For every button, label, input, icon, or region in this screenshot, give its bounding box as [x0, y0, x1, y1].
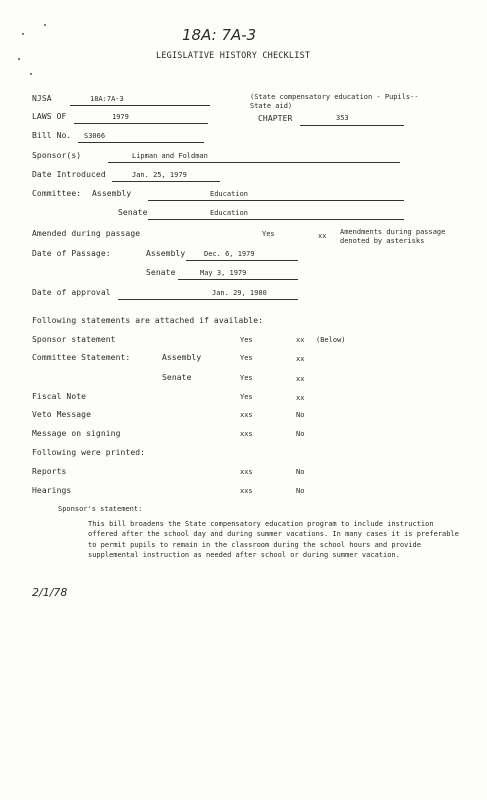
committee-senate-label: Senate [118, 208, 148, 217]
statement-no: xx [296, 375, 305, 383]
statement-no: xx [296, 355, 305, 363]
date-introduced-value: Jan. 25, 1979 [132, 171, 187, 179]
statement-yes: Yes [240, 354, 253, 362]
laws-of-underline [74, 123, 208, 124]
committee-assembly-underline [148, 200, 404, 201]
scan-speck [18, 58, 20, 60]
date-of-approval-value: Jan. 29, 1980 [212, 289, 267, 297]
statement-label: Fiscal Note [32, 392, 87, 401]
printed-heading: Following were printed: [32, 448, 146, 457]
njsa-description: (State compensatory education - Pupils-- State aid) [250, 93, 419, 110]
chapter-label: CHAPTER [258, 114, 293, 123]
amended-mark: xx [318, 232, 327, 240]
sponsor-statement-text: This bill broadens the State compensatory education program to include instruction offered after the school day and during summer vacations. In many cases it is preferable to permit pupils to remain in the classroom during the school hours and provide supplemental instruction as needed after school or during summer vacation. [88, 520, 459, 560]
date-introduced-underline [112, 181, 220, 182]
date-introduced-label: Date Introduced [32, 170, 106, 179]
printed-no: No [296, 468, 305, 476]
statement-no: No [296, 430, 305, 438]
date-of-passage-label: Date of Passage: [32, 249, 111, 258]
printed-label: Hearings [32, 486, 72, 495]
chapter-value: 353 [336, 114, 349, 122]
statement-label: Veto Message [32, 410, 91, 419]
bill-no-label: Bill No. [32, 131, 72, 140]
statement-yes: Yes [240, 336, 253, 344]
committee-assembly-label: Assembly [92, 189, 132, 198]
committee-senate-value: Education [210, 209, 248, 217]
statements-heading: Following statements are attached if available: [32, 316, 264, 325]
chapter-underline [300, 125, 404, 126]
committee-assembly-value: Education [210, 190, 248, 198]
passage-assembly-underline [186, 260, 298, 261]
bill-no-value: S3066 [84, 132, 106, 140]
statement-yes: xxs [240, 430, 253, 438]
printed-label: Reports [32, 467, 67, 476]
scan-speck [22, 33, 24, 35]
scan-speck [30, 73, 32, 75]
printed-yes: xxs [240, 468, 253, 476]
committee-label: Committee: [32, 189, 82, 198]
committee-senate-underline [148, 219, 404, 220]
passage-senate-value: May 3, 1979 [200, 269, 247, 277]
statement-yes: Yes [240, 374, 253, 382]
amended-label: Amended during passage [32, 229, 141, 238]
njsa-underline [70, 105, 210, 106]
statement-label: Message on signing [32, 429, 121, 438]
laws-of-label: LAWS OF [32, 112, 67, 121]
laws-of-value: 1979 [112, 113, 129, 121]
statement-yes: xxs [240, 411, 253, 419]
sponsors-label: Sponsor(s) [32, 151, 82, 160]
statement-sub-label: Senate [162, 373, 192, 382]
statement-no: xx [296, 394, 305, 402]
njsa-value: 18A:7A-3 [90, 95, 124, 103]
passage-senate-label: Senate [146, 268, 176, 277]
amended-note: Amendments during passage denoted by asterisks [340, 228, 446, 245]
statement-note: (Below) [316, 336, 346, 344]
sponsor-statement-heading: Sponsor's statement: [58, 505, 143, 513]
printed-yes: xxs [240, 487, 253, 495]
sponsors-underline [108, 162, 400, 163]
amended-value: Yes [262, 230, 275, 238]
statement-sub-label: Assembly [162, 353, 202, 362]
passage-senate-underline [178, 279, 298, 280]
statement-no: No [296, 411, 305, 419]
statement-label: Sponsor statement [32, 335, 116, 344]
printed-no: No [296, 487, 305, 495]
page-title: LEGISLATIVE HISTORY CHECKLIST [156, 51, 311, 61]
handwritten-reference: 18A: 7A-3 [182, 26, 257, 44]
statement-label: Committee Statement: [32, 353, 131, 362]
passage-assembly-label: Assembly [146, 249, 186, 258]
handwritten-date: 2/1/78 [32, 586, 68, 599]
bill-no-underline [78, 142, 204, 143]
njsa-label: NJSA [32, 94, 52, 103]
passage-assembly-value: Dec. 6, 1979 [204, 250, 255, 258]
statement-no: xx [296, 336, 305, 344]
scan-speck [44, 24, 46, 26]
date-of-approval-label: Date of approval [32, 288, 111, 297]
date-of-approval-underline [118, 299, 298, 300]
sponsors-value: Lipman and Foldman [132, 152, 208, 160]
statement-yes: Yes [240, 393, 253, 401]
